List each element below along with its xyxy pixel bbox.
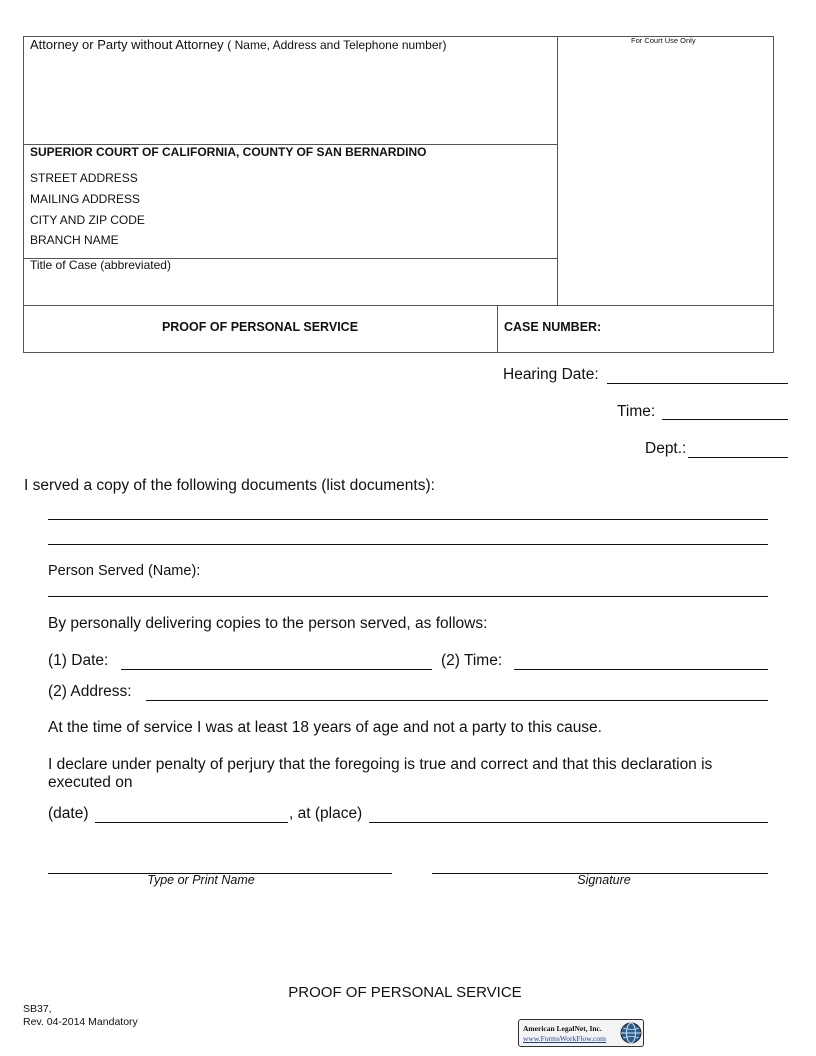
hearing-date-label: Hearing Date: <box>503 366 599 383</box>
logo-website: www.FormsWorkFlow.com <box>523 1034 607 1043</box>
hearing-time-label: Time: <box>617 403 656 420</box>
city-zip-label: CITY AND ZIP CODE <box>30 213 145 227</box>
declaration: I declare under penalty of perjury that the foregoing is true and correct and that this declaration is executed on <box>48 756 713 791</box>
signature-field[interactable] <box>432 857 768 874</box>
court-use-field[interactable] <box>562 50 772 304</box>
case-number-divider <box>497 305 498 353</box>
print-name-caption: Type or Print Name <box>147 873 255 887</box>
service-date-field[interactable] <box>121 653 432 670</box>
declaration-date-label: (date) <box>48 805 89 822</box>
declaration-place-label: , at (place) <box>289 805 363 822</box>
logo-company-name: American LegalNet, Inc. <box>523 1024 602 1033</box>
age-statement: At the time of service I was at least 18 years of age and not a party to this cause. <box>48 719 602 736</box>
american-legalnet-logo <box>518 1019 644 1047</box>
street-address-label: STREET ADDRESS <box>30 171 138 185</box>
title-of-case-field[interactable] <box>28 277 556 301</box>
date-label: (1) Date: <box>48 652 109 669</box>
attorney-info-field[interactable] <box>28 56 556 144</box>
hearing-dept-label: Dept.: <box>645 440 687 457</box>
branch-name-label: BRANCH NAME <box>30 233 119 247</box>
court-use-label: For Court Use Only <box>631 36 696 45</box>
revision: Rev. 04-2014 Mandatory <box>23 1016 138 1028</box>
attorney-label-sub: ( Name, Address and Telephone number) <box>227 38 447 52</box>
hearing-time-field[interactable] <box>662 403 788 420</box>
address-label: (2) Address: <box>48 683 132 700</box>
attorney-label-text: Attorney or Party without Attorney <box>30 37 224 52</box>
attorney-label <box>30 37 447 52</box>
title-of-case-label: Title of Case (abbreviated) <box>30 258 171 272</box>
documents-line-1[interactable] <box>48 503 768 520</box>
hearing-dept-field[interactable] <box>688 441 788 458</box>
person-served-field[interactable] <box>48 580 768 597</box>
person-served-label: Person Served (Name): <box>48 563 201 579</box>
declaration-place-field[interactable] <box>369 806 768 823</box>
hearing-date-field[interactable] <box>607 367 788 384</box>
form-code: SB37, <box>23 1003 52 1015</box>
case-number-field[interactable] <box>612 318 772 340</box>
served-intro: I served a copy of the following documents (list documents): <box>24 477 435 494</box>
case-number-label: CASE NUMBER: <box>504 320 602 334</box>
signature-caption: Signature <box>577 873 631 887</box>
time-label: (2) Time: <box>441 652 503 669</box>
footer-title: PROOF OF PERSONAL SERVICE <box>288 984 522 1001</box>
print-name-field[interactable] <box>48 857 392 874</box>
court-name: SUPERIOR COURT OF CALIFORNIA, COUNTY OF SAN BERNARDINO <box>30 145 427 159</box>
form-title-header: PROOF OF PERSONAL SERVICE <box>161 320 359 334</box>
service-address-field[interactable] <box>146 684 768 701</box>
declaration-date-field[interactable] <box>95 806 288 823</box>
globe-icon <box>620 1022 642 1044</box>
title-row-divider <box>23 305 774 306</box>
documents-line-2[interactable] <box>48 528 768 545</box>
court-use-divider <box>557 36 558 305</box>
mailing-address-label: MAILING ADDRESS <box>30 192 141 206</box>
delivery-intro: By personally delivering copies to the person served, as follows: <box>48 615 488 632</box>
service-time-field[interactable] <box>514 653 768 670</box>
